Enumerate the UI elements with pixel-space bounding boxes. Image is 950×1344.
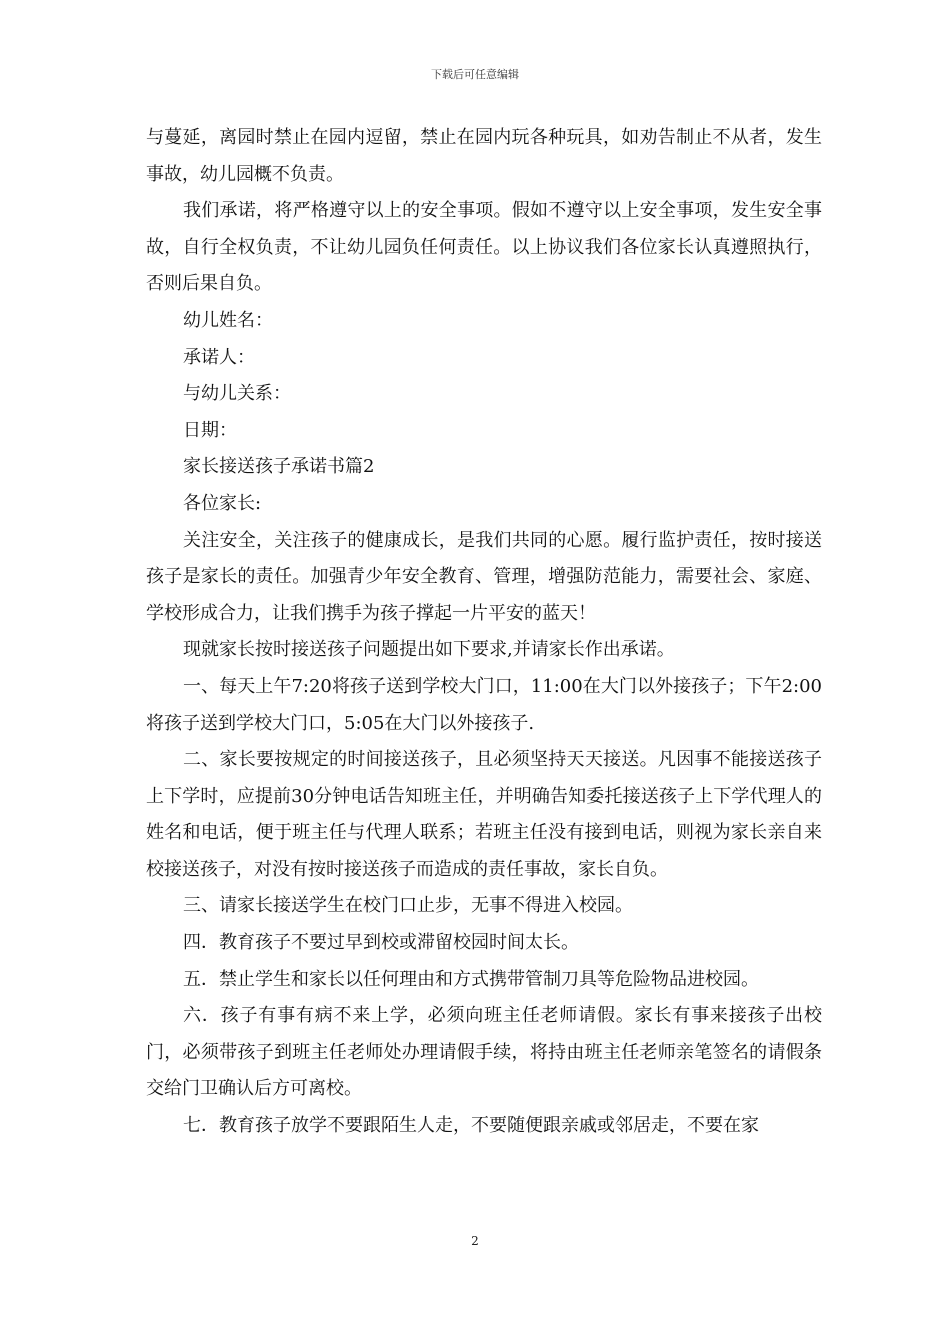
rule-item: 二、家长要按规定的时间接送孩子，且必须坚持天天接送。凡因事不能接送孩子上下学时，应提前30分钟电话告知班主任，并明确告知委托接送孩子上下学代理人的姓名和电话，便于班主任与代理人联系；若班主任没有接到电话，则视为家长亲自来校接送孩子，对没有按时接送孩子而造成的责任事故，家长自负。: [146, 749, 822, 880]
field-child-name: 幼儿姓名：: [183, 309, 273, 331]
page-number: 2: [471, 1234, 479, 1248]
rule-item: 三、请家长接送学生在校门口止步，无事不得进入校园。: [183, 895, 633, 917]
rule-item: 一、每天上午7:20将孩子送到学校大门口，11:00在大门以外接孩子；下午2:00将孩子送到学校大门口，5:05在大门以外接孩子.: [146, 675, 822, 734]
rule-item: 四．教育孩子不要过早到校或滞留校园时间太长。: [183, 932, 579, 954]
rule-item: 六．孩子有事有病不来上学，必须向班主任老师请假。家长有事来接孩子出校门，必须带孩子到班主任老师处办理请假手续，将持由班主任老师亲笔签名的请假条交给门卫确认后方可离校。: [146, 1005, 822, 1100]
field-date: 日期：: [183, 419, 237, 441]
rule-item: 七．教育孩子放学不要跟陌生人走，不要随便跟亲戚或邻居走，不要在家: [183, 1115, 759, 1137]
rule-item: 五．禁止学生和家长以任何理由和方式携带管制刀具等危险物品进校园。: [183, 968, 759, 990]
page-header: 下载后可任意编辑: [431, 68, 519, 81]
document-body: [146, 120, 822, 1145]
paragraph: 现就家长按时接送孩子问题提出如下要求,并请家长作出承诺。: [183, 639, 675, 661]
paragraph: 关注安全，关注孩子的健康成长，是我们共同的心愿。履行监护责任，按时接送孩子是家长的责任。加强青少年安全教育、管理，增强防范能力，需要社会、家庭、学校形成合力，让我们携手为孩子撑起一片平安的蓝天！: [146, 529, 822, 624]
section-title: 家长接送孩子承诺书篇2: [183, 456, 375, 478]
salutation: 各位家长:: [183, 492, 262, 514]
field-relationship: 与幼儿关系：: [183, 383, 291, 405]
paragraph: 与蔓延，离园时禁止在园内逗留，禁止在园内玩各种玩具，如劝告制止不从者，发生事故，幼儿园概不负责。: [146, 127, 822, 185]
field-promisor: 承诺人：: [183, 346, 255, 368]
paragraph: 我们承诺，将严格遵守以上的安全事项。假如不遵守以上安全事项，发生安全事故，自行全权负责，不让幼儿园负任何责任。以上协议我们各位家长认真遵照执行，否则后果自负。: [146, 200, 822, 295]
